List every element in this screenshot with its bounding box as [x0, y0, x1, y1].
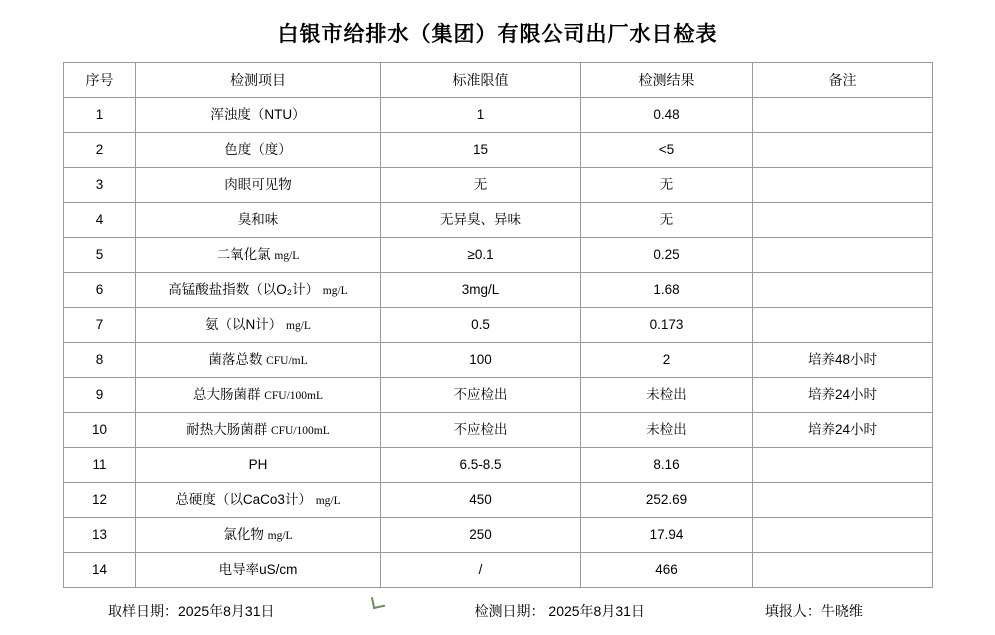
- item-unit: mg/L: [267, 529, 293, 542]
- cell-item: [136, 168, 381, 203]
- cell-item: [136, 203, 381, 238]
- table-row: [64, 343, 933, 378]
- cell-no: 3: [64, 168, 136, 203]
- table-row: [64, 378, 933, 413]
- water-quality-table: [63, 62, 933, 588]
- column-header-note: 备注: [753, 63, 933, 98]
- item-name: 总大肠菌群: [192, 386, 261, 402]
- item-name: 肉眼可见物: [224, 176, 292, 192]
- cell-no: 13: [64, 518, 136, 553]
- cell-note: [753, 238, 933, 273]
- cell-limit: 无异臭、异味: [381, 203, 581, 238]
- table-header-row: [64, 63, 933, 98]
- cell-result: <5: [581, 133, 753, 168]
- cell-limit: 450: [381, 483, 581, 518]
- item-unit: CFU/mL: [266, 354, 308, 367]
- cell-no: 11: [64, 448, 136, 483]
- cell-result: 未检出: [581, 378, 753, 413]
- item-name: 氨（以N计）: [205, 316, 283, 332]
- cell-no: 5: [64, 238, 136, 273]
- table-row: [64, 413, 933, 448]
- item-name: 浑浊度（NTU）: [210, 106, 306, 122]
- cell-item: [136, 518, 381, 553]
- cell-note: 培养48小时: [753, 343, 933, 378]
- cell-limit: 250: [381, 518, 581, 553]
- table-row: [64, 273, 933, 308]
- test-date: 检测日期： 2025年8月31日: [474, 603, 645, 619]
- reporter-name: 填报人：牛晓维: [764, 603, 863, 619]
- cell-limit: 无: [381, 168, 581, 203]
- cell-no: 8: [64, 343, 136, 378]
- cell-limit: ≥0.1: [381, 238, 581, 273]
- cell-result: 17.94: [581, 518, 753, 553]
- cell-note: [753, 553, 933, 588]
- footer-row: [0, 588, 995, 621]
- cell-limit: 3mg/L: [381, 273, 581, 308]
- cell-limit: 1: [381, 98, 581, 133]
- cell-limit: 不应检出: [381, 378, 581, 413]
- cell-note: [753, 168, 933, 203]
- item-name: 总硬度（以CaCo3计）: [175, 491, 312, 507]
- cell-limit: 不应检出: [381, 413, 581, 448]
- column-header-result: 检测结果: [581, 63, 753, 98]
- cell-result: 466: [581, 553, 753, 588]
- cell-note: [753, 273, 933, 308]
- cell-no: 7: [64, 308, 136, 343]
- cell-item: [136, 413, 381, 448]
- cell-no: 2: [64, 133, 136, 168]
- cell-item: [136, 378, 381, 413]
- cell-result: 2: [581, 343, 753, 378]
- cell-result: 8.16: [581, 448, 753, 483]
- item-name: 耐热大肠菌群: [186, 421, 268, 437]
- check-mark-icon: [371, 595, 385, 609]
- cell-result: 0.25: [581, 238, 753, 273]
- cell-no: 4: [64, 203, 136, 238]
- cell-note: [753, 133, 933, 168]
- item-name: 二氧化氯: [216, 246, 271, 262]
- cell-item: [136, 553, 381, 588]
- table-row: [64, 518, 933, 553]
- table-container: [0, 62, 995, 588]
- cell-item: [136, 133, 381, 168]
- cell-result: 0.48: [581, 98, 753, 133]
- cell-item: [136, 483, 381, 518]
- cell-note: [753, 203, 933, 238]
- cell-result: 未检出: [581, 413, 753, 448]
- table-row: [64, 98, 933, 133]
- cell-result: 无: [581, 168, 753, 203]
- cell-note: 培养24小时: [753, 413, 933, 448]
- cell-limit: 15: [381, 133, 581, 168]
- column-header-limit: 标准限值: [381, 63, 581, 98]
- column-header-item: 检测项目: [136, 63, 381, 98]
- cell-no: 10: [64, 413, 136, 448]
- table-row: [64, 238, 933, 273]
- item-name: 电导率uS/cm: [218, 561, 298, 577]
- cell-result: 252.69: [581, 483, 753, 518]
- cell-no: 1: [64, 98, 136, 133]
- item-name: PH: [248, 456, 268, 472]
- item-unit: mg/L: [315, 494, 341, 507]
- cell-note: [753, 98, 933, 133]
- table-row: [64, 168, 933, 203]
- item-unit: mg/L: [286, 319, 311, 332]
- cell-note: [753, 518, 933, 553]
- cell-note: [753, 448, 933, 483]
- item-unit: CFU/100mL: [264, 389, 324, 402]
- cell-result: 无: [581, 203, 753, 238]
- cell-item: [136, 238, 381, 273]
- cell-note: [753, 308, 933, 343]
- item-name: 菌落总数: [208, 351, 263, 367]
- item-name: 高锰酸盐指数（以O₂计）: [168, 281, 320, 297]
- column-header-no: 序号: [64, 63, 136, 98]
- item-name: 臭和味: [237, 211, 279, 227]
- cell-result: 0.173: [581, 308, 753, 343]
- cell-item: [136, 98, 381, 133]
- item-name: 色度（度）: [224, 141, 292, 157]
- page-title: 白银市给排水（集团）有限公司出厂水日检表: [277, 23, 718, 46]
- cell-limit: 100: [381, 343, 581, 378]
- sample-date: 取样日期：2025年8月31日: [108, 603, 275, 619]
- cell-no: 9: [64, 378, 136, 413]
- table-row: [64, 308, 933, 343]
- table-row: [64, 203, 933, 238]
- item-unit: CFU/100mL: [270, 424, 330, 437]
- table-row: [64, 553, 933, 588]
- cell-no: 14: [64, 553, 136, 588]
- cell-no: 12: [64, 483, 136, 518]
- cell-item: [136, 308, 381, 343]
- cell-item: [136, 448, 381, 483]
- table-row: [64, 483, 933, 518]
- table-row: [64, 133, 933, 168]
- item-name: 氯化物: [223, 526, 264, 542]
- cell-note: [753, 483, 933, 518]
- cell-item: [136, 343, 381, 378]
- cell-limit: 0.5: [381, 308, 581, 343]
- cell-limit: 6.5-8.5: [381, 448, 581, 483]
- table-body: [64, 98, 933, 588]
- item-unit: mg/L: [274, 249, 300, 262]
- cell-item: [136, 273, 381, 308]
- cell-result: 1.68: [581, 273, 753, 308]
- cell-no: 6: [64, 273, 136, 308]
- cell-limit: /: [381, 553, 581, 588]
- cell-note: 培养24小时: [753, 378, 933, 413]
- table-row: [64, 448, 933, 483]
- item-unit: mg/L: [322, 284, 348, 297]
